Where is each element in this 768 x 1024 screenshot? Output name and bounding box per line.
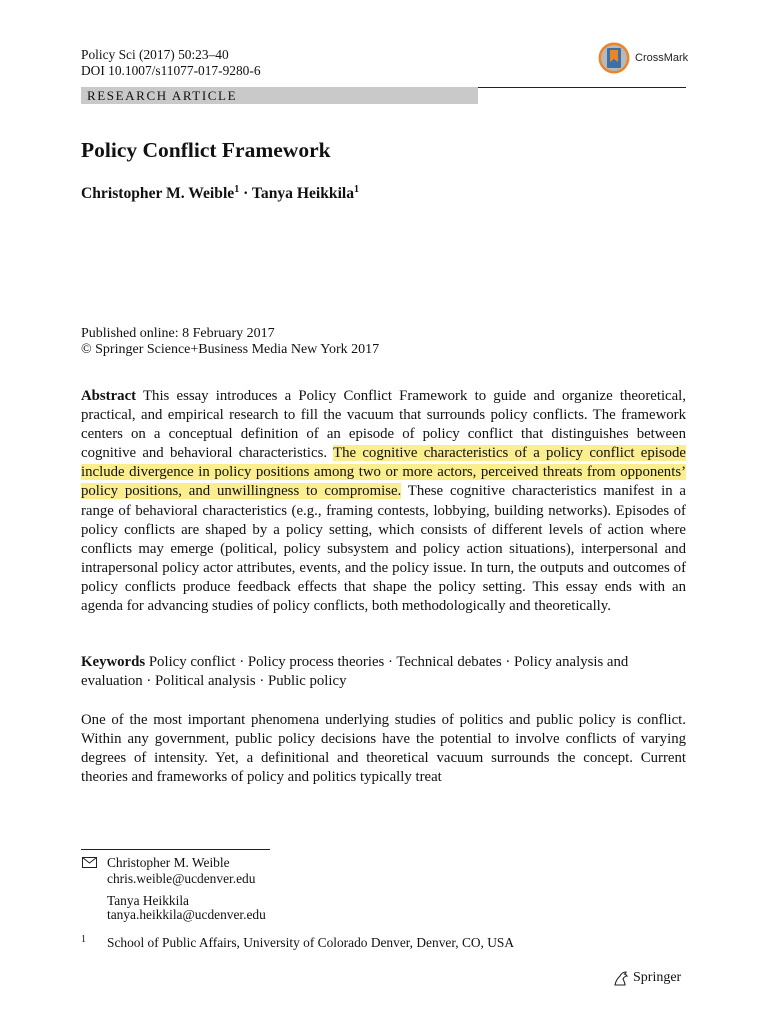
- contact-email[interactable]: tanya.heikkila@ucdenver.edu: [107, 907, 266, 922]
- body-paragraph: One of the most important phenomena underlying studies of politics and public policy is conflict. Within any government, public policy decisions have the potential to involve conflicts of varying degrees of intensity. Yet, a definitional and theoretical vacuum surrounds the concept. Current theories and frameworks of policy and politics typically treat: [81, 712, 686, 786]
- abstract-label: Abstract: [81, 388, 137, 404]
- contact-name: Tanya Heikkila: [107, 893, 189, 908]
- affiliation-marker: 1: [354, 184, 360, 195]
- published-date: Published online: 8 February 2017: [81, 326, 275, 341]
- contact-email[interactable]: chris.weible@ucdenver.edu: [107, 871, 256, 886]
- keywords-label: Keywords: [81, 654, 146, 670]
- springer-horse-icon: [612, 970, 630, 987]
- crossmark-icon: [597, 41, 633, 75]
- abstract-text: This essay introduces a Policy Conflict Framework to guide and organize theoretical, practical, and empirical research to fill the vacuum that surrounds policy conflicts. The framework centers on a conceptual definition of an episode of policy conflict that distinguishes between cognitive and behavioral characteristics.: [81, 388, 686, 462]
- section-bar: [81, 87, 478, 104]
- affiliation-number: 1: [81, 934, 86, 945]
- section-label: RESEARCH ARTICLE: [87, 88, 238, 103]
- highlighted-text[interactable]: The cognitive characteristics of a policy conflict episode include divergence in policy positions among two or more actors, perceived threats from opponents’ policy positions, and unwillingness to compromise.: [81, 445, 686, 500]
- header-rule: [478, 87, 686, 88]
- envelope-icon: [82, 857, 97, 868]
- affiliation-text: School of Public Affairs, University of Colorado Denver, Denver, CO, USA: [107, 935, 515, 950]
- doi-line: DOI 10.1007/s11077-017-9280-6: [81, 63, 261, 78]
- abstract-text: These cognitive characteristics manifest in a range of behavioral characteristics (e.g., framing contests, lobbying, building networks). Episodes of policy conflicts are shaped by a policy setting, which consists of different levels of action where conflicts may emerge (political, policy subsystem and policy action situations), interpersonal and intrapersonal policy actor attributes, events, and the policy issue. In turn, the outputs and outcomes of policy conflicts produce feedback effects that shape the policy setting. This essay ends with an agenda for advancing studies of policy conflicts, both methodologically and theoretically.: [81, 483, 686, 615]
- keywords: [81, 653, 686, 691]
- publisher-name: Springer: [633, 970, 682, 985]
- author-separator: ·: [239, 185, 252, 202]
- keywords-text: Policy conflict · Policy process theories · Technical debates · Policy analysis and evaluation · Political analysis · Public policy: [81, 654, 629, 690]
- crossmark-badge[interactable]: [597, 41, 689, 75]
- crossmark-label: CrossMark: [635, 52, 689, 64]
- abstract: [81, 387, 686, 616]
- contact-name: Christopher M. Weible: [107, 855, 230, 870]
- journal-citation: Policy Sci (2017) 50:23–40: [81, 47, 229, 62]
- article-title: Policy Conflict Framework: [81, 138, 331, 162]
- author-name[interactable]: Christopher M. Weible: [81, 185, 235, 202]
- author-name[interactable]: Tanya Heikkila: [251, 185, 355, 202]
- author-line: [81, 185, 359, 203]
- copyright-line: © Springer Science+Business Media New York 2017: [81, 342, 380, 357]
- affiliation-marker: 1: [234, 184, 240, 195]
- footnote-rule: [81, 849, 270, 850]
